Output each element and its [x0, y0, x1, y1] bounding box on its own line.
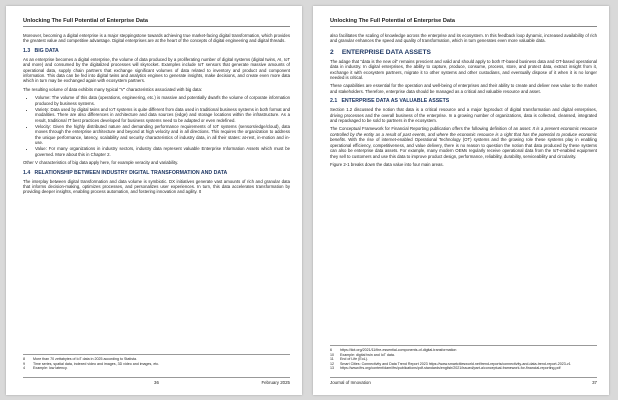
section-title: ENTERPRISE DATA AS VALUABLE ASSETS — [341, 98, 450, 105]
footnote-link[interactable]: https://www.ifrs.org/content/dam/ifrs/publications/pdf-standards/english/2021/issued/part-a/conceptual-framework-for-financial-reporting.pdf — [340, 366, 561, 371]
section-title: ENTERPRISE DATA ASSETS — [341, 48, 431, 56]
paragraph: The interplay between digital transformation and data volume is symbiotic. DX initiatives generate vast amounts of rich and granular data that informs decision-making, optimizes processes, and personalizes user experiences. In turn, this data accelerates transformation by providing deeper insights, enabling process automation, and fostering innovation and agility. It — [23, 178, 290, 195]
v-characteristics-list — [23, 95, 290, 157]
section-number: 2.1 — [330, 98, 338, 105]
right-page — [313, 6, 609, 395]
paragraph: The resulting volume of data exhibits many typical "V" characteristics associated with big data: — [23, 86, 203, 92]
section-heading-1-4 — [23, 170, 290, 176]
footnote: 9 Time series, spatial data, indexed video and images, 3D video and images, etc. — [23, 361, 160, 366]
footer-date: February 2025 — [261, 380, 290, 385]
footnote: 13 https://www.ifrs.org/content/dam/ifrs/publications/pdf-standards/english/2021/issued/part-a/conceptual-framework-for-financial-reporting.pdf — [330, 366, 561, 371]
page-number: 36 — [154, 380, 159, 385]
footnotes — [330, 345, 597, 371]
section-heading-2-1 — [330, 98, 597, 104]
footnote: 12 Smart Cities: Connectivity and Data Trend Report 2023 https://www.smartcitiesworld.net/trend-reports/connectivity-and-data-trend-report-2023-v1 — [330, 361, 571, 366]
footer-journal: Journal of Innovation — [330, 380, 371, 385]
section-title: RELATIONSHIP BETWEEN INDUSTRY DIGITAL TRANSFORMATION AND DATA — [34, 169, 228, 176]
paragraph: Section 1.2 discussed the notion that data is a critical resource and a major byproduct of digital transformation and digital enterprises, driving processes and the overall business of the enterprise. In a growing number of organizations, data is collected, cleansed, integrated and repackaged to be sold to partners in the ecosystem. — [330, 107, 597, 124]
running-header: Unlocking The Full Potential of Enterprise Data — [330, 18, 597, 27]
paragraph: also facilitates the scaling of knowledge across the enterprise and its ecosystem. In this feedback loop dynamic, increased availability of rich and granular enhances the speed and quality of transformation, which in turn generates even more valuable data. — [330, 33, 597, 44]
list-item: • Variety: Data used by digital twins and IoT systems is quite different from data used in traditional business systems in both format and modalities. There are also differences in architecture and data sources (edge) and storage locations within the infrastructure. As a result, traditional IT best practices developed for business systems need to be adapted or even redefined. — [35, 107, 290, 123]
section-number: 2 — [330, 48, 334, 56]
section-heading-1-3 — [23, 48, 290, 54]
paragraph: As an enterprise becomes a digital enterprise, the volume of data produced by a proliferating number of digital systems (digital twins, AI, IoT and more) and consumed by the digitalized processes will skyrocket. Examples include IoT sensors that generate massive amounts of operational data, supply chain partners that exchange significant volumes of data related to inventory and product and component information. This data can be fed into digital twins and analytics engines to generate insights, make decisions, and create even more data which in turn may be exchanged again with ecosystem partners. — [23, 56, 290, 84]
list-item: • Velocity: Given the highly distributed nature and demanding performance requirements of IoT systems (sensors/edge/cloud), data moves through the enterprise architecture and beyond at high velocity and in all directions. This requires the organization to address the unique performance, latency, scalability and security characteristics of industry data, in all their states: at-rest, in-motion and in-use. — [35, 124, 290, 146]
running-header: Unlocking The Full Potential of Enterprise Data — [23, 18, 290, 27]
section-number: 1.4 — [23, 169, 31, 176]
paragraph: Moreover, becoming a digital enterprise is a major steppingstone towards achieving true market-facing digital transformation, which provides the greatest value and competitive advantage. Digital enterprises are at the heart of the concepts of digital engineering and digital threads. — [23, 33, 290, 44]
list-item: • Volume: The volume of this data (operations, engineering, etc.) is massive and potentially dwarfs the volume of corporate information produced by business systems. — [35, 95, 290, 106]
section-title: BIG DATA — [34, 47, 59, 54]
asset-definition: It is a present economic resource controlled by the entity as a result of past events, and where the economic resource is a right that has the potential to produce economic benefits. — [330, 126, 597, 143]
section-heading-2 — [330, 49, 597, 56]
page-footer — [330, 377, 597, 385]
paragraph: The Conceptual Framework for Financial Reporting publication offers the following definition of an asset: It is a present economic resource controlled by the entity as a result of past events, and where the economic resource is a right that has the potential to produce economic benefits. With the rise of internet-enabled Operational Technology (OT) systems and the growing role these systems play in enabling operational efficiency, competitiveness, and value delivery, there is no reason to question the notion that data produced by these systems can also be enterprise data assets. For example, many modern OEMs regularly receive operational data from the IoT-enabled equipment they sell to customers and use this data to improve product design, performance, reliability, durability, serviceability and circularity. — [330, 126, 597, 159]
paragraph: Other V characteristics of big data apply here, for example veracity and variability. — [23, 160, 179, 166]
footnote: 10 Example: digital twin and IoT data. — [330, 352, 395, 357]
paragraph: The adage that "data is the new oil" remains prescient and valid and should apply to both IT-based business data and OT-based operational data in industry. In digital enterprises, the ability to capture, produce, consume, process, store, and protect data, extract insight from it, exchange it with ecosystem partners, migrate it to other systems and other custodians, and eventually dispose of it when it is no longer needed is critical. — [330, 58, 597, 81]
footnote-link[interactable]: https://iiot.org/2021/11/the-essential-components-of-digital-transformation — [340, 348, 457, 353]
footnote: 8 More than 70 zettabytes of IoT data in 2025 according to Statista. — [23, 357, 138, 362]
page-footer — [23, 377, 290, 385]
paragraph: These capabilities are essential for the operation and well-being of enterprises and their ability to create and deliver new value to the market and stakeholders. Therefore, enterprise data should be managed as a critical and valuable resource and asset. — [330, 83, 597, 94]
left-page — [6, 6, 302, 395]
page-number: 37 — [592, 380, 597, 385]
footnotes — [23, 354, 290, 371]
footnote: 11 End of Life (EoL). — [330, 357, 368, 362]
paragraph: Figure 2-1 breaks down the data value into four main areas. — [330, 161, 444, 167]
section-number: 1.3 — [23, 47, 31, 54]
footnote: 4 Example: low latency. — [23, 366, 68, 371]
list-item: • Value: For many organizations in industry sectors, industry data represent valuable Enterprise Information Assets which must be governed. More about this in Chapter 2. — [35, 146, 290, 157]
footnote: 6 https://iiot.org/2021/11/the-essential-components-of-digital-transformation — [330, 348, 457, 353]
